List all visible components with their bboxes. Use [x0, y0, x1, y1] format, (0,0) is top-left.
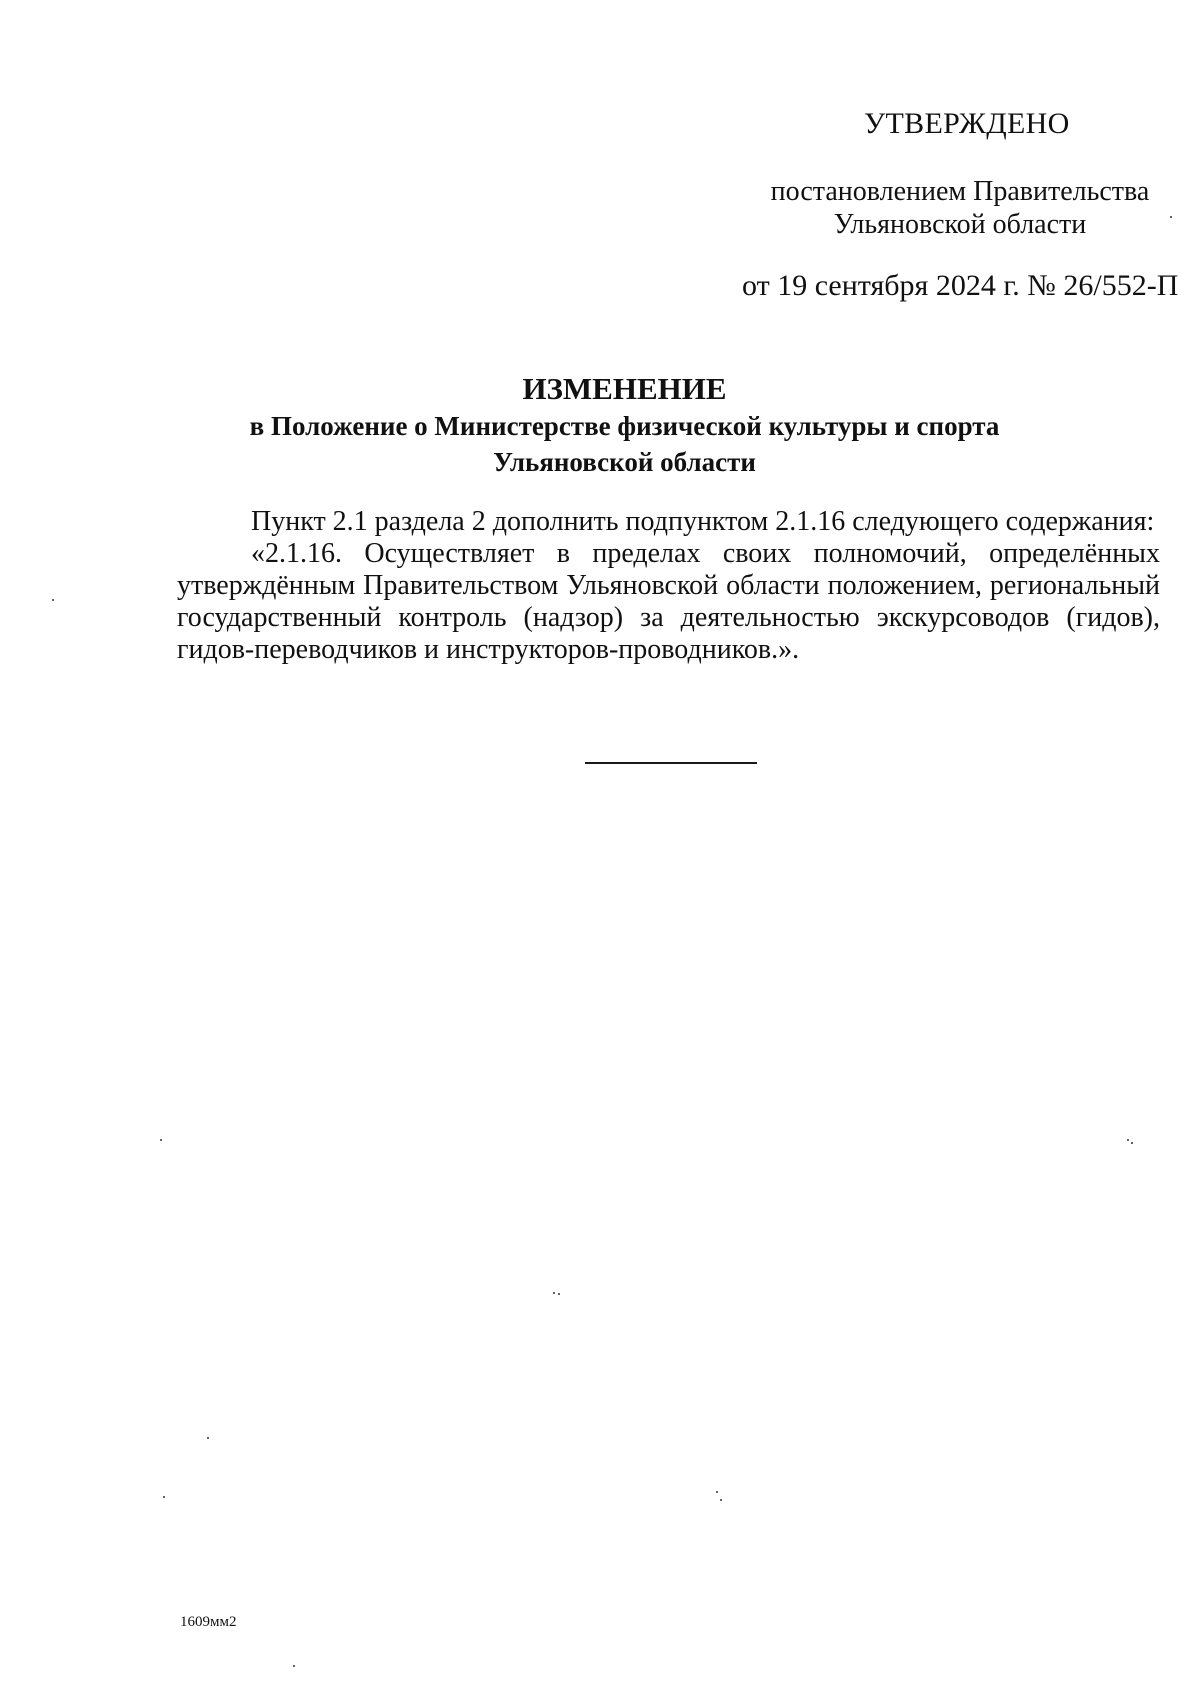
- scan-speck: [553, 1292, 555, 1294]
- scan-speck: [52, 599, 54, 601]
- amendment-instruction: Пункт 2.1 раздела 2 дополнить подпунктом 2.1.16 следующего содержания:: [251, 506, 1155, 537]
- scan-speck: [720, 1499, 722, 1501]
- document-heading: [177, 370, 1072, 480]
- heading-subtitle-line2: Ульяновской области: [493, 447, 756, 477]
- scan-speck: [293, 1665, 295, 1667]
- scan-speck: [1170, 216, 1172, 218]
- scan-speck: [558, 1293, 560, 1295]
- heading-subtitle-line1: в Положение о Министерстве физической культуры и спорта: [249, 411, 1000, 441]
- scan-speck: [160, 1139, 162, 1141]
- scan-speck: [1131, 1142, 1133, 1144]
- scan-speck: [1127, 1139, 1129, 1141]
- approval-resolution-line: постановлением Правительства: [770, 176, 1150, 207]
- registry-code: 1609мм2: [180, 1614, 237, 1630]
- scan-speck: [207, 1437, 209, 1439]
- end-divider-line: [585, 762, 757, 764]
- heading-title: ИЗМЕНЕНИЕ: [522, 371, 727, 406]
- approval-stamp-title: УТВЕРЖДЕНО: [864, 107, 1070, 140]
- approval-region-line: Ульяновской области: [833, 209, 1087, 240]
- scan-speck: [163, 1496, 165, 1498]
- document-body: [177, 506, 1160, 666]
- amendment-text: «2.1.16. Осуществляет в пределах своих полномочий, определённых утверждённым Правительством Ульяновской области положением, региональный государственный контроль (надзор) за деятельностью экскурсоводов (гидов), гидов-переводчиков и инструкторов-проводников.».: [177, 538, 1160, 665]
- scan-speck: [716, 1491, 718, 1493]
- approval-date-number: от 19 сентября 2024 г. № 26/552-П: [742, 269, 1179, 302]
